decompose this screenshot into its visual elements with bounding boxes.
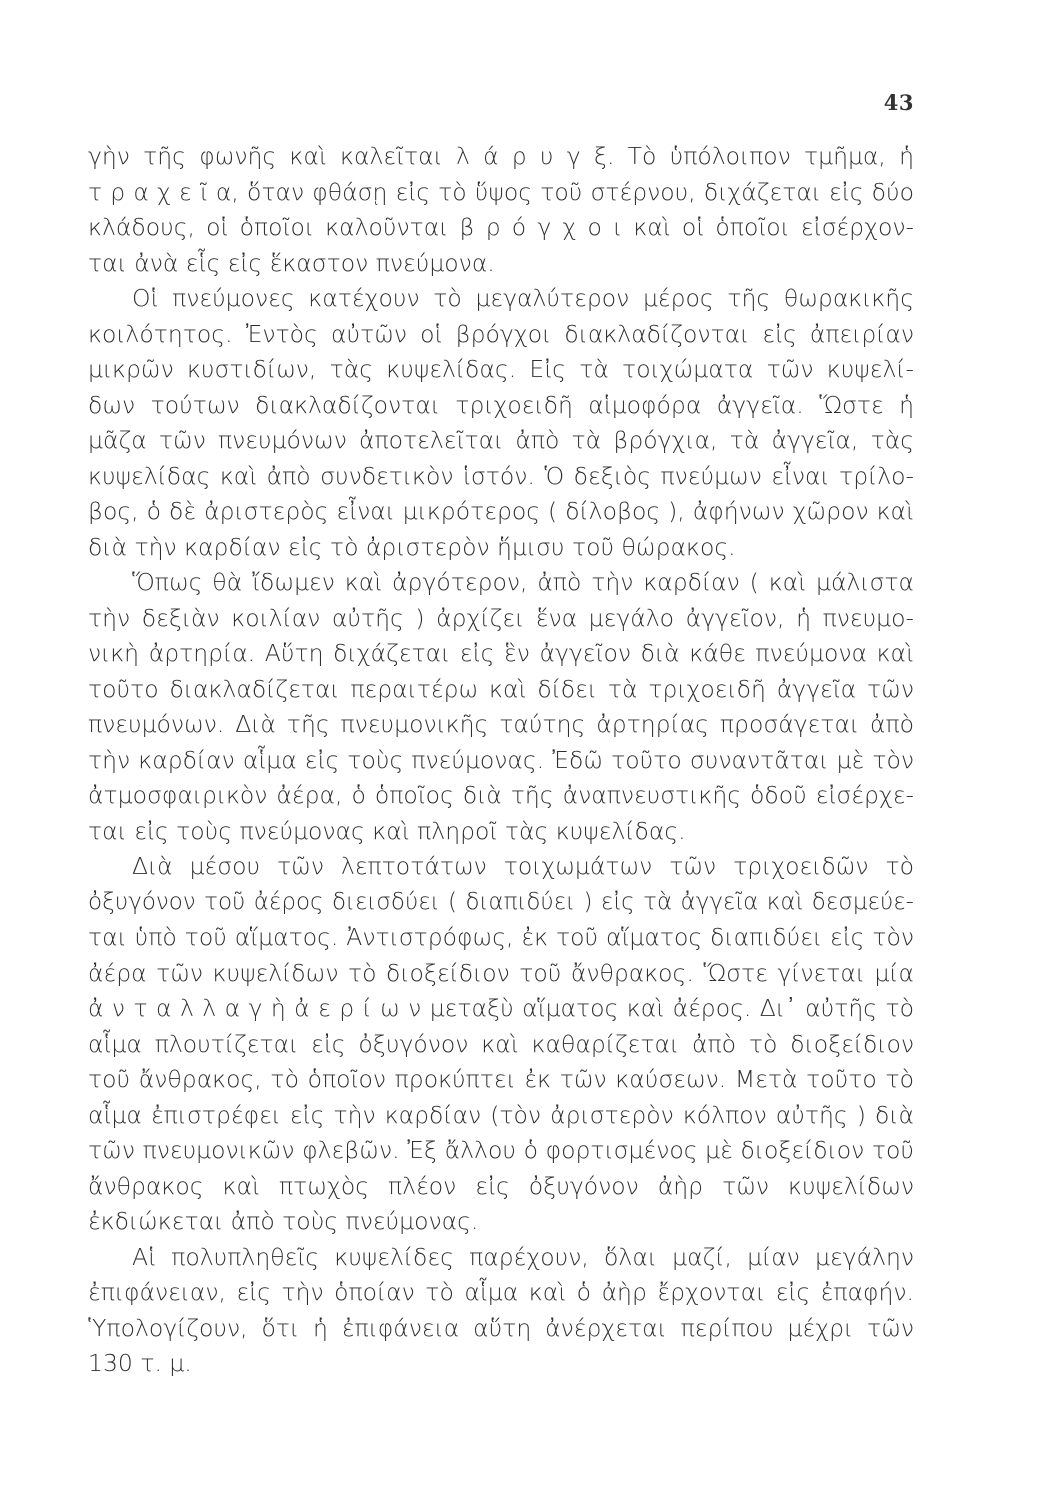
text-line: αἷμα πλουτίζεται εἰς ὀξυγόνον καὶ καθαρίζεται ἀπὸ τὸ διοξείδιον: [88, 1029, 914, 1058]
text-line: γὴν τῆς φωνῆς καὶ καλεῖται λ ά ρ υ γ ξ. Τὸ ὑπόλοιπον τμῆμα, ἡ: [88, 142, 914, 170]
text-line: ἄνθρακος καὶ πτωχὸς πλέον εἰς ὀξυγόνον ἀὴρ τῶν κυψελίδων: [88, 1171, 914, 1200]
text-line: τοῦτο διακλαδίζεται περαιτέρω καὶ δίδει τὰ τριχοειδῆ ἀγγεῖα τῶν: [88, 674, 914, 703]
text-line: τ ρ α χ ε ῖ α, ὅταν φθάσῃ εἰς τὸ ὕψος τοῦ στέρνου, διχάζεται εἰς δύο: [88, 177, 914, 206]
text-line: ἀ ν τ α λ λ α γ ὴ ἀ ε ρ ί ω ν μεταξὺ αἵματος καὶ ἀέρος. Δι᾿ αὐτῆς τὸ: [88, 994, 914, 1022]
text-line: τῶν πνευμονικῶν φλεβῶν. Ἐξ ἄλλου ὁ φορτισμένος μὲ διοξείδιον τοῦ: [88, 1136, 914, 1164]
paragraph-first-line: Οἱ πνεύμονες κατέχουν τὸ μεγαλύτερον μέρος τῆς θωρακικῆς: [132, 284, 914, 312]
text-line: τὴν καρδίαν αἷμα εἰς τοὺς πνεύμονας. Ἐδῶ τοῦτο συναντᾶται μὲ τὸν: [88, 745, 914, 774]
text-line: βος, ὁ δὲ ἀριστερὸς εἶναι μικρότερος ( δίλοβος ), ἀφήνων χῶρον καὶ: [88, 497, 914, 525]
text-line: διὰ τὴν καρδίαν εἰς τὸ ἀριστερὸν ἥμισυ τοῦ θώρακος.: [88, 532, 736, 561]
text-line: τὴν δεξιὰν κοιλίαν αὐτῆς ) ἀρχίζει ἕνα μεγάλο ἀγγεῖον, ἡ πνευμο-: [88, 603, 914, 632]
text-line: αἷμα ἐπιστρέφει εἰς τὴν καρδίαν (τὸν ἀριστερὸν κόλπον αὐτῆς ) διὰ: [88, 1100, 914, 1129]
paragraph-first-line: Διὰ μέσου τῶν λεπτοτάτων τοιχωμάτων τῶν τριχοειδῶν τὸ: [132, 852, 914, 880]
text-line: τοῦ ἄνθρακος, τὸ ὁποῖον προκύπτει ἐκ τῶν καύσεων. Μετὰ τοῦτο τὸ: [88, 1065, 914, 1093]
text-line: κοιλότητος. Ἐντὸς αὐτῶν οἱ βρόγχοι διακλαδίζονται εἰς ἀπειρίαν: [88, 319, 914, 348]
text-line: 130 τ. μ.: [88, 1349, 192, 1377]
text-line: κυψελίδας καὶ ἀπὸ συνδετικὸν ἱστόν. Ὁ δεξιὸς πνεύμων εἶναι τρίλο-: [88, 461, 914, 490]
body-text: [88, 139, 914, 1382]
text-line: πνευμόνων. Διὰ τῆς πνευμονικῆς ταύτης ἀρτηρίας προσάγεται ἀπὸ: [88, 710, 914, 738]
text-line: μικρῶν κυστιδίων, τὰς κυψελίδας. Εἰς τὰ τοιχώματα τῶν κυψελί-: [88, 355, 914, 383]
text-line: ἀτμοσφαιρικὸν ἀέρα, ὁ ὁποῖος διὰ τῆς ἀναπνευστικῆς ὁδοῦ εἰσέρχε-: [88, 781, 914, 809]
text-line: ται ἀνὰ εἷς εἰς ἕκαστον πνεύμονα.: [88, 248, 495, 277]
text-line: Ὑπολογίζουν, ὅτι ἡ ἐπιφάνεια αὕτη ἀνέρχεται περίπου μέχρι τῶν: [88, 1313, 914, 1342]
page-number: 43: [883, 90, 914, 115]
paragraph-first-line: Αἱ πολυπληθεῖς κυψελίδες παρέχουν, ὅλαι μαζί, μίαν μεγάλην: [132, 1242, 914, 1271]
text-line: νικὴ ἀρτηρία. Αὕτη διχάζεται εἰς ἓν ἀγγεῖον διὰ κάθε πνεύμονα καὶ: [88, 639, 914, 667]
text-line: ἐκδιώκεται ἀπὸ τοὺς πνεύμονας.: [88, 1207, 479, 1235]
text-line: ἐπιφάνειαν, εἰς τὴν ὁποίαν τὸ αἷμα καὶ ὁ ἀὴρ ἔρχονται εἰς ἐπαφήν.: [88, 1278, 914, 1306]
text-line: ὀξυγόνον τοῦ ἀέρος διεισδύει ( διαπιδύει ) εἰς τὰ ἀγγεῖα καὶ δεσμεύε-: [88, 888, 914, 915]
paragraph-first-line: Ὅπως θὰ ἴδωμεν καὶ ἀργότερον, ἀπὸ τὴν καρδίαν ( καὶ μάλιστα: [132, 568, 914, 596]
text-line: ἀέρα τῶν κυψελίδων τὸ διοξείδιον τοῦ ἄνθρακος. Ὥστε γίνεται μία: [88, 958, 914, 987]
text-line: κλάδους, οἱ ὁποῖοι καλοῦνται β ρ ό γ χ ο ι καὶ οἱ ὁποῖοι εἰσέρχον-: [88, 213, 914, 241]
text-line: δων τούτων διακλαδίζονται τριχοειδῆ αἱμοφόρα ἀγγεῖα. Ὥστε ἡ: [88, 390, 914, 419]
text-line: ται ὑπὸ τοῦ αἵματος. Ἀντιστρόφως, ἐκ τοῦ αἵματος διαπιδύει εἰς τὸν: [88, 923, 914, 951]
text-line: ται εἰς τοὺς πνεύμονας καὶ πληροῖ τὰς κυψελίδας.: [88, 816, 686, 845]
text-line: μᾶζα τῶν πνευμόνων ἀποτελεῖται ἀπὸ τὰ βρόγχια, τὰ ἀγγεῖα, τὰς: [88, 426, 914, 454]
